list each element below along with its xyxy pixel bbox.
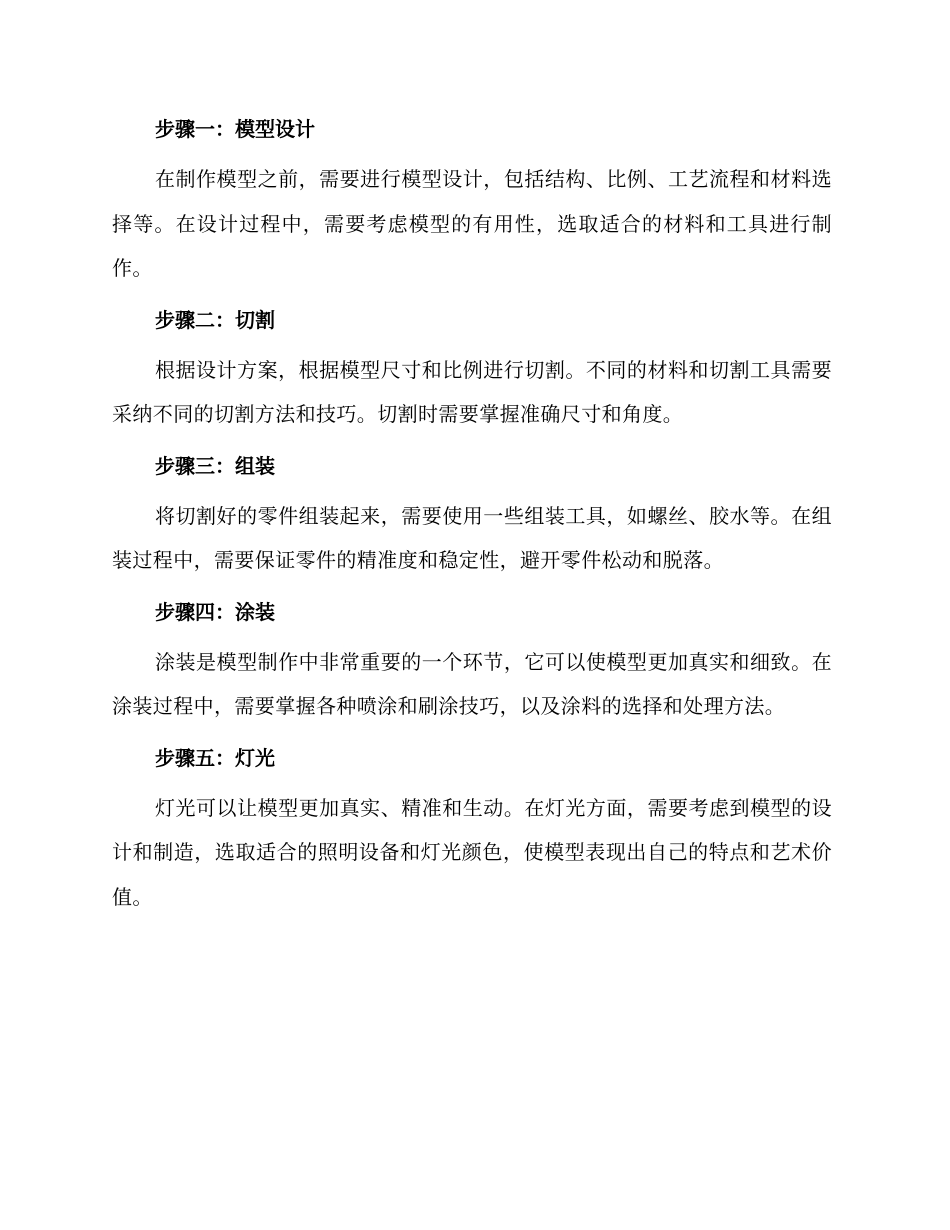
step-1-paragraph: 在制作模型之前，需要进行模型设计，包括结构、比例、工艺流程和材料选择等。在设计过程中，需要考虑模型的有用性，选取适合的材料和工具进行制作。 [112, 167, 832, 280]
step-2-heading: 步骤二：切割 [155, 307, 275, 332]
step-4-heading: 步骤四：涂装 [155, 599, 275, 624]
step-5-paragraph: 灯光可以让模型更加真实、精准和生动。在灯光方面，需要考虑到模型的设计和制造，选取适合的照明设备和灯光颜色，使模型表现出自己的特点和艺术价值。 [112, 795, 832, 909]
step-4-paragraph: 涂装是模型制作中非常重要的一个环节，它可以使模型更加真实和细致。在涂装过程中，需要掌握各种喷涂和刷涂技巧，以及涂料的选择和处理方法。 [112, 649, 832, 718]
step-3-heading: 步骤三：组装 [155, 453, 275, 478]
step-5-heading: 步骤五：灯光 [155, 745, 275, 770]
step-3-paragraph: 将切割好的零件组装起来，需要使用一些组装工具，如螺丝、胶水等。在组装过程中，需要保证零件的精准度和稳定性，避开零件松动和脱落。 [112, 503, 832, 572]
document-page [112, 112, 832, 931]
step-2-paragraph: 根据设计方案，根据模型尺寸和比例进行切割。不同的材料和切割工具需要采纳不同的切割方法和技巧。切割时需要掌握准确尺寸和角度。 [112, 357, 832, 426]
step-1-heading: 步骤一：模型设计 [155, 117, 315, 141]
